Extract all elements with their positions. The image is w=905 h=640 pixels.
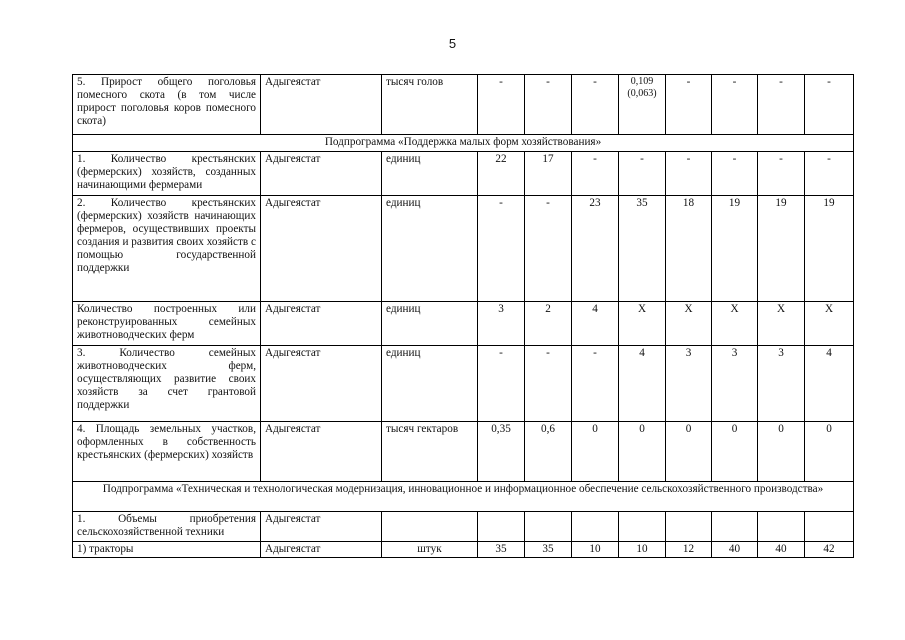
value-cell: 0 — [712, 422, 758, 482]
table-row — [73, 152, 854, 196]
region-cell: Адыгеястат — [261, 152, 382, 196]
indicator-name: Количество построенных или реконструированных семейных животноводческих ферм — [73, 302, 261, 346]
value-cell: 35 — [478, 542, 525, 558]
value-cell: 4 — [805, 346, 854, 422]
unit-cell: единиц — [382, 346, 478, 422]
value-cell: - — [666, 152, 712, 196]
value-cell: 10 — [572, 542, 619, 558]
value-cell — [572, 512, 619, 542]
table-row — [73, 422, 854, 482]
indicators-table — [72, 74, 854, 558]
value-cell: X — [758, 302, 805, 346]
value-cell — [758, 512, 805, 542]
unit-cell: тысяч гектаров — [382, 422, 478, 482]
value-cell — [805, 512, 854, 542]
value-cell: 4 — [572, 302, 619, 346]
value-cell: - — [712, 152, 758, 196]
value-cell: - — [572, 152, 619, 196]
region-cell: Адыгеястат — [261, 422, 382, 482]
value-cell — [619, 512, 666, 542]
value-cell: - — [525, 75, 572, 135]
value-cell: - — [478, 346, 525, 422]
value-cell: - — [572, 346, 619, 422]
subprogram-heading: Подпрограмма «Техническая и технологическая модернизация, инновационное и информационное обеспечение сельскохозяйственного производства» — [73, 482, 854, 512]
unit-cell: единиц — [382, 196, 478, 302]
value-cell: 0 — [805, 422, 854, 482]
value-cell — [712, 512, 758, 542]
value-cell: 19 — [712, 196, 758, 302]
section-row — [73, 135, 854, 152]
value-cell: 3 — [712, 346, 758, 422]
section-row — [73, 482, 854, 512]
table-row — [73, 346, 854, 422]
value-cell: 12 — [666, 542, 712, 558]
value-cell: 18 — [666, 196, 712, 302]
value-cell: 0 — [758, 422, 805, 482]
table-row — [73, 196, 854, 302]
value-cell: 42 — [805, 542, 854, 558]
value-cell: - — [619, 152, 666, 196]
table-row — [73, 542, 854, 558]
value-cell: 0 — [572, 422, 619, 482]
value-cell: 0,35 — [478, 422, 525, 482]
value-cell: X — [619, 302, 666, 346]
value-cell: 0 — [666, 422, 712, 482]
unit-cell: штук — [382, 542, 478, 558]
indicator-name: 1. Объемы приобретения сельскохозяйственной техники — [73, 512, 261, 542]
unit-cell — [382, 512, 478, 542]
value-cell: 19 — [758, 196, 805, 302]
value-cell: 40 — [758, 542, 805, 558]
region-cell: Адыгеястат — [261, 302, 382, 346]
value-cell: X — [712, 302, 758, 346]
table-row — [73, 75, 854, 135]
value-cell: 19 — [805, 196, 854, 302]
value-cell: 40 — [712, 542, 758, 558]
value-cell — [525, 512, 572, 542]
value-cell: 23 — [572, 196, 619, 302]
value-cell: 10 — [619, 542, 666, 558]
value-cell: 17 — [525, 152, 572, 196]
indicator-name: 2. Количество крестьянских (фермерских) хозяйств начинающих фермеров, осуществивших проекты создания и развития своих хозяйств с помощью государственной поддержки — [73, 196, 261, 302]
value-cell: 22 — [478, 152, 525, 196]
page-number: 5 — [448, 36, 457, 51]
table-row — [73, 512, 854, 542]
unit-cell: тысяч голов — [382, 75, 478, 135]
value-cell: X — [666, 302, 712, 346]
unit-cell: единиц — [382, 302, 478, 346]
value-cell: 2 — [525, 302, 572, 346]
region-cell: Адыгеястат — [261, 75, 382, 135]
value-cell: 4 — [619, 346, 666, 422]
value-cell: 3 — [666, 346, 712, 422]
value-cell — [666, 512, 712, 542]
unit-cell: единиц — [382, 152, 478, 196]
indicator-name: 4. Площадь земельных участков, оформленных в собственность крестьянских (фермерских) хозяйств — [73, 422, 261, 482]
indicator-name: 5. Прирост общего поголовья помесного скота (в том числе прирост поголовья коров помесного скота) — [73, 75, 261, 135]
value-cell: 0 — [619, 422, 666, 482]
value-cell: - — [525, 196, 572, 302]
value-cell: - — [805, 75, 854, 135]
region-cell: Адыгеястат — [261, 196, 382, 302]
indicator-name: 3. Количество семейных животноводческих ферм, осуществляющих развитие своих хозяйств за счет грантовой поддержки — [73, 346, 261, 422]
region-cell: Адыгеястат — [261, 542, 382, 558]
value-cell: 35 — [619, 196, 666, 302]
indicator-name: 1. Количество крестьянских (фермерских) хозяйств, созданных начинающими фермерами — [73, 152, 261, 196]
value-cell: X — [805, 302, 854, 346]
value-cell: 0,6 — [525, 422, 572, 482]
value-cell: - — [666, 75, 712, 135]
value-cell: 35 — [525, 542, 572, 558]
value-cell: - — [478, 75, 525, 135]
subprogram-heading: Подпрограмма «Поддержка малых форм хозяйствования» — [73, 135, 854, 152]
value-cell: 3 — [758, 346, 805, 422]
value-cell: - — [805, 152, 854, 196]
value-cell: - — [525, 346, 572, 422]
value-cell: - — [712, 75, 758, 135]
value-cell: - — [758, 152, 805, 196]
table-row — [73, 302, 854, 346]
indicator-name: 1) тракторы — [73, 542, 261, 558]
value-cell: - — [478, 196, 525, 302]
value-cell: 0,109 (0,063) — [619, 75, 666, 135]
value-cell: - — [758, 75, 805, 135]
region-cell: Адыгеястат — [261, 512, 382, 542]
value-cell: 3 — [478, 302, 525, 346]
value-cell: - — [572, 75, 619, 135]
region-cell: Адыгеястат — [261, 346, 382, 422]
value-cell — [478, 512, 525, 542]
